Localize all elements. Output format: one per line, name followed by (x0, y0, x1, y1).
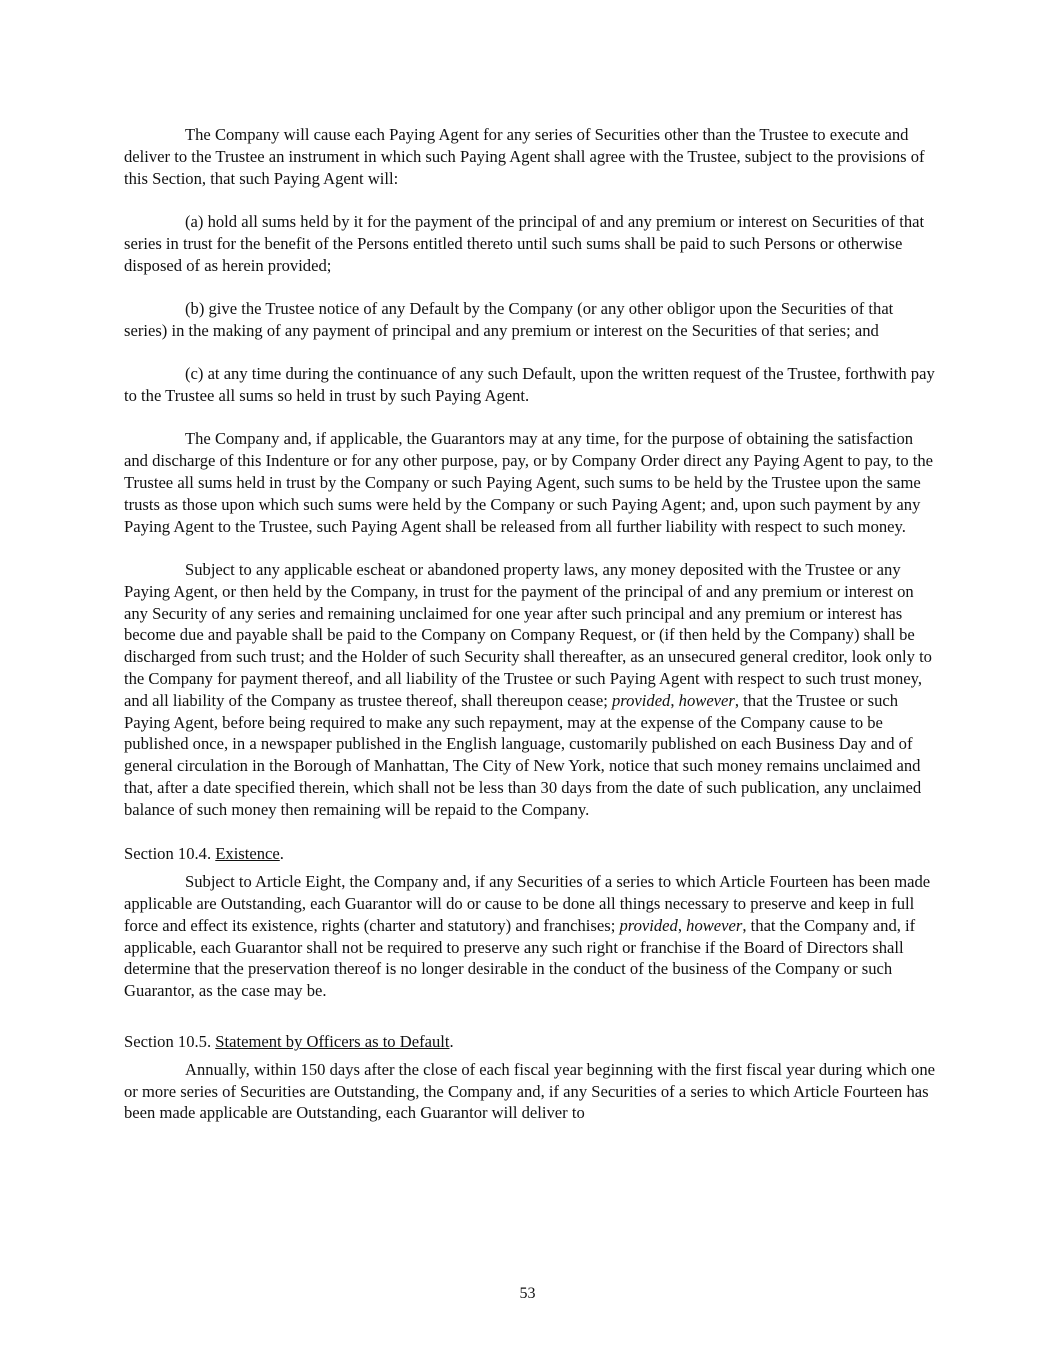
section-10-4-title: Existence (215, 844, 280, 864)
clause-b-paragraph: (b) give the Trustee notice of any Default by the Company (or any other obligor upon the Securities of that series) in the making of any payment of principal and any premium or interest on the Securities of that series; and (124, 298, 894, 340)
guarantors-payment-paragraph: The Company and, if applicable, the Guarantors may at any time, for the purpose of obtaining the satisfaction and discharge of this Indenture or for any other purpose, pay, or by Company Order direct any Paying Agent to pay, to the Trustee all sums held in trust by the Company or such Paying Agent, such sums to be held by the Trustee upon the same trusts as those upon which such sums were held by the Company or such Paying Agent; and, upon such payment by any Paying Agent to the Trustee, such Paying Agent shall be released from all further liability with respect to such money. (124, 429, 934, 536)
section-10-4-body (124, 871, 936, 1002)
page-number: 53 (519, 1285, 536, 1302)
section-10-5-title: Statement by Officers as to Default (215, 1032, 450, 1052)
existence-comma: , (677, 915, 687, 935)
clause-c-paragraph: (c) at any time during the continuance of any such Default, upon the written request of the Trustee, forthwith pay to the Trustee all sums so held in trust by such Paying Agent. (124, 364, 935, 405)
clause-a-paragraph: (a) hold all sums held by it for the payment of the principal of and any premium or interest on Securities of that series in trust for the benefit of the Persons entitled thereto until such sums shall be paid to such Persons or otherwise disposed of as herein provided; (124, 211, 925, 275)
escheat-text-part2: , that the Trustee or such Paying Agent, before being required to make any such repayment, may at the expense of the Company cause to be published once, in a newspaper published in the English language, customarily published on each Business Day and of general circulation in the Borough of Manhattan, The City of New York, notice that such money remains unclaimed and that, after a date specified therein, which shall not be less than 30 days from the date of such publication, any unclaimed balance of such money then remaining will be repaid to the Company. (124, 690, 922, 819)
document-page (124, 124, 936, 1146)
section-10-5-period: . (449, 1032, 454, 1052)
escheat-however: however (678, 690, 735, 710)
section-10-5-body: Annually, within 150 days after the close of each fiscal year beginning with the first fiscal year during which one or more series of Securities are Outstanding, the Company and, if any Securities of a series to which Article Fourteen has been made applicable are Outstanding, each Guarantor will deliver to (124, 1059, 936, 1123)
existence-text-part2: , that the Company and, if applicable, each Guarantor shall not be required to preserve any such right or franchise if the Board of Directors shall determine that the preservation thereof is no longer desirable in the conduct of the business of the Company or such Guarantor, as the case may be. (124, 915, 916, 1001)
existence-text-part1: Subject to Article Eight, the Company and, if any Securities of a series to which Article Fourteen has been made applicable are Outstanding, each Guarantor will do or cause to be done all things necessary to preserve and keep in full force and effect its existence, rights (charter and statutory) and franchises; (124, 872, 931, 935)
escheat-paragraph (124, 559, 936, 821)
existence-provided: provided (619, 915, 678, 935)
existence-however: however (686, 915, 743, 935)
escheat-provided: provided (611, 690, 671, 710)
section-10-4-period: . (279, 844, 284, 864)
paying-agent-paragraph: The Company will cause each Paying Agent for any series of Securities other than the Trustee to execute and deliver to the Trustee an instrument in which such Paying Agent shall agree with the Trustee, subject to the provisions of this Section, that such Paying Agent will: (124, 125, 925, 188)
section-10-5-number: Section 10.5. (124, 1032, 216, 1052)
section-10-5-heading (124, 1031, 936, 1053)
section-10-4-heading (124, 843, 936, 865)
section-10-4-number: Section 10.4. (124, 844, 216, 864)
escheat-text-part1: Subject to any applicable escheat or abandoned property laws, any money deposited with the Trustee or any Paying Agent, or then held by the Company, in trust for the payment of the principal of and any premium or interest on any Security of any series and remaining unclaimed for one year after such principal and any premium or interest has become due and payable shall be paid to the Company on Company Request, or (if then held by the Company) shall be discharged from such trust; and the Holder of such Security shall thereafter, as an unsecured general creditor, look only to the Company for payment thereof, and all liability of the Trustee or such Paying Agent with respect to such trust money, and all liability of the Company as trustee thereof, shall thereupon cease; (124, 559, 932, 710)
escheat-comma: , (670, 690, 679, 710)
